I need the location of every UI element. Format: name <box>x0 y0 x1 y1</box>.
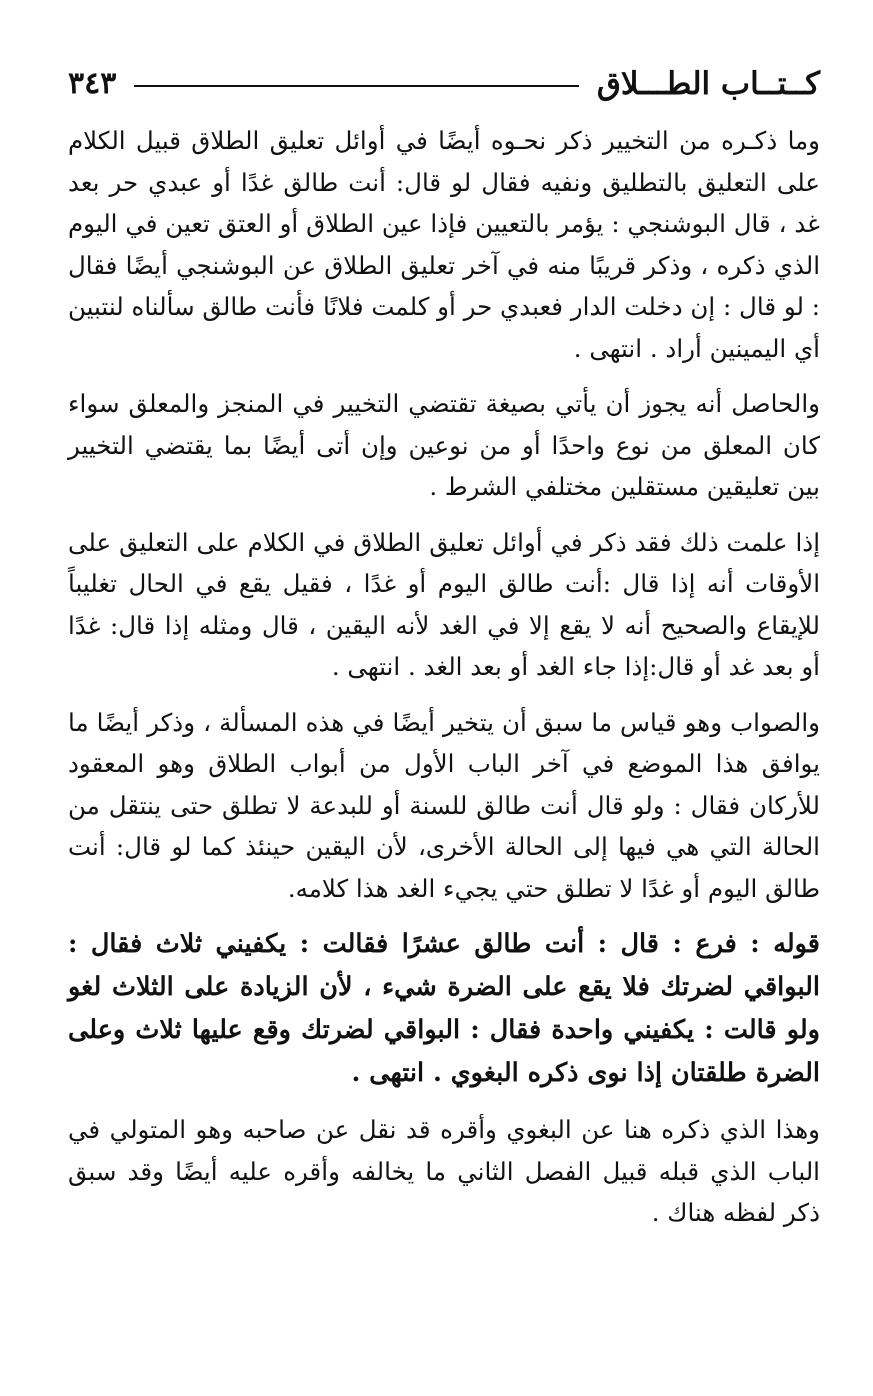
header-rule <box>134 85 579 87</box>
quoted-paragraph: قوله : فرع : قال : أنت طالق عشرًا فقالت : يكفيني ثلاث فقال : البواقي لضرتك فلا يقع على الضرة شيء ، لأن الزيادة على الثلاث لغو ولو قالت : يكفيني واحدة فقال : البواقي لضرتك وقع عليها ثلاث وعلى الضرة طلقتان إذا نوى ذكره البغوي . انتهى . <box>68 929 820 1088</box>
book-title: كــتــاب الطـــلاق <box>596 66 820 102</box>
paragraph-3: إذا علمت ذلك فقد ذكر في أوائل تعليق الطلاق في الكلام على التعليق على الأوقات أنه إذا قال :أنت طالق اليوم أو غدًا ، فقيل يقع في الحال تغليباً للإيقاع والصحيح أنه لا يقع إلا في الغد لأنه اليقين ، قال ومثله إذا قال: غدًا أو بعد غد أو قال:إذا جاء الغد أو بعد الغد . انتهى . <box>68 527 820 681</box>
page-header <box>68 58 820 110</box>
paragraph-6: وهذا الذي ذكره هنا عن البغوي وأقره قد نقل عن صاحبه وهو المتولي في الباب الذي قبله قبيل الفصل الثاني ما يخالفه وأقره عليه أيضًا وقد سبق ذكر لفظه هناك . <box>68 1115 820 1227</box>
paragraph-4: والصواب وهو قياس ما سبق أن يتخير أيضًا في هذه المسألة ، وذكر أيضًا ما يوافق هذا الموضع في آخر الباب الأول من أبواب الطلاق وهو المعقود للأركان فقال : ولو قال أنت طالق للسنة أو للبدعة لا تطلق حتى ينتقل من الحالة التي هي فيها إلى الحالة الأخرى، لأن اليقين حينئذ كما لو قال: أنت طالق اليوم أو غدًا لا تطلق حتي يجيء الغد هذا كلامه. <box>68 707 820 903</box>
paragraph-2: والحاصل أنه يجوز أن يأتي بصيغة تقتضي التخيير في المنجز والمعلق سواء كان المعلق من نوع واحدًا أو من نوعين وإن أتى أيضًا بما يقتضي التخيير بين تعليقين مستقلين مختلفي الشرط . <box>68 389 820 501</box>
paragraph-1: وما ذكـره من التخيير ذكر نحـوه أيضًا في أوائل تعليق الطلاق قبيل الكلام على التعليق بالتطليق ونفيه فقال لو قال: أنت طالق غدًا أو عبدي حر بعد غد ، قال البوشنجي : يؤمر بالتعيين فإذا عين الطلاق أو العتق تعين في اليوم الذي ذكره ، وذكر قريبًا منه في آخر تعليق الطلاق عن البوشنجي أيضًا فقال : لو قال : إن دخلت الدار فعبدي حر أو كلمت فلانًا فأنت طالق سألناه لنتبين أي اليمينين أراد . انتهى . <box>68 126 820 363</box>
document-page <box>68 58 820 1234</box>
page-number: ٣٤٣ <box>68 66 117 101</box>
